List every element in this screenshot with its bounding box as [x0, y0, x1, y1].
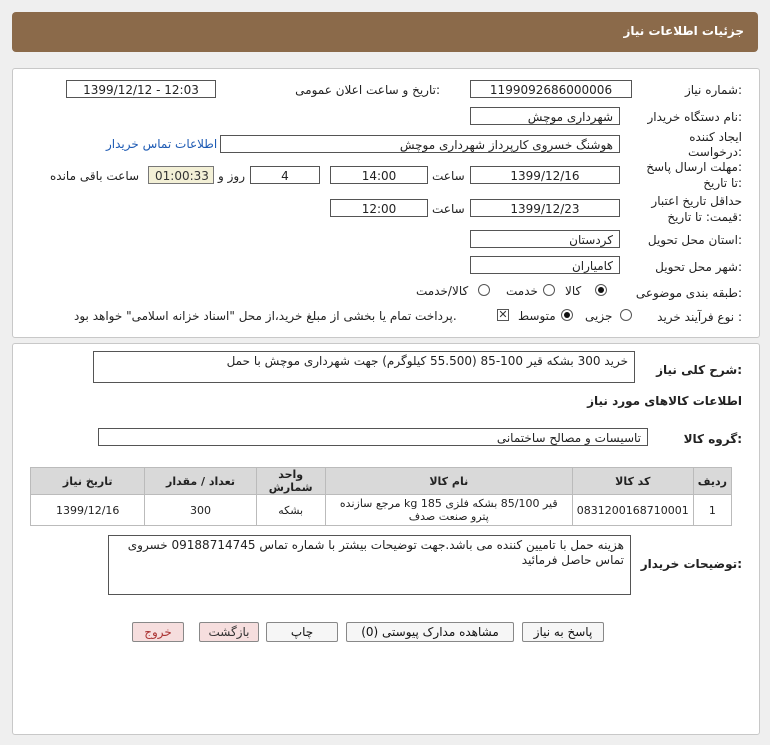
row-qty: 300	[145, 495, 256, 526]
purchase-medium-label: متوسط	[518, 309, 556, 323]
row-code: 0831200168710001	[572, 495, 693, 526]
validity-time: 12:00	[330, 199, 428, 217]
row-index: 1	[693, 495, 731, 526]
city-value: کامیاران	[470, 256, 620, 274]
deadline-label-line2: تا تاریخ:	[703, 176, 742, 190]
need-number-label: شماره نیاز:	[684, 83, 742, 97]
buyer-org-label: نام دستگاه خریدار:	[647, 110, 742, 124]
goods-group-label: گروه کالا:	[683, 432, 742, 446]
province-value: کردستان	[470, 230, 620, 248]
col-unit: واحد شمارش	[256, 468, 325, 495]
goods-section-title: اطلاعات کالاهای مورد نیاز	[587, 394, 742, 408]
requester-value: هوشنگ خسروی کارپرداز شهرداری موچش	[220, 135, 620, 153]
back-button[interactable]: بازگشت	[199, 622, 259, 642]
deadline-days: 4	[250, 166, 320, 184]
col-date: تاریخ نیاز	[31, 468, 145, 495]
purchase-minor-radio[interactable]	[620, 309, 632, 321]
description-label: شرح کلی نیاز:	[656, 363, 742, 377]
need-number-value: 1199092686000006	[470, 80, 632, 98]
goods-group-value: تاسیسات و مصالح ساختمانی	[98, 428, 648, 446]
window-title-bar	[12, 12, 758, 52]
treasury-payment-checkbox[interactable]: ✕	[498, 308, 508, 321]
purchase-medium-radio[interactable]	[561, 309, 573, 321]
purchase-minor-label: جزیی	[585, 309, 613, 323]
category-label: طبقه بندی موضوعی:	[635, 286, 742, 300]
validity-time-label: ساعت	[432, 202, 465, 216]
buyer-org-value: شهرداری موچش	[470, 107, 620, 125]
table-row	[31, 495, 732, 526]
goods-table-header	[31, 468, 732, 495]
col-name: نام کالا	[325, 468, 572, 495]
category-goods-label: کالا	[565, 284, 582, 298]
buyer-contact-link[interactable]: اطلاعات تماس خریدار	[106, 137, 218, 151]
category-both-radio[interactable]	[478, 284, 490, 296]
province-label: استان محل تحویل:	[647, 233, 742, 247]
goods-table	[30, 467, 732, 526]
category-service-label: خدمت	[506, 284, 538, 298]
deadline-date: 1399/12/16	[470, 166, 620, 184]
validity-label-line1: حداقل تاریخ اعتبار	[651, 194, 742, 208]
row-date: 1399/12/16	[31, 495, 145, 526]
col-qty: تعداد / مقدار	[145, 468, 256, 495]
deadline-label-line1: مهلت ارسال پاسخ:	[646, 160, 742, 174]
window-title: جزئیات اطلاعات نیاز	[623, 24, 744, 38]
validity-date: 1399/12/23	[470, 199, 620, 217]
deadline-time-label: ساعت	[432, 169, 465, 183]
remaining-timer: 01:00:33	[148, 166, 214, 184]
reply-button[interactable]: پاسخ به نیاز	[522, 622, 604, 642]
row-unit: بشکه	[256, 495, 325, 526]
exit-button[interactable]: خروج	[132, 622, 184, 642]
announce-label: تاریخ و ساعت اعلان عمومی:	[295, 83, 440, 97]
deadline-days-label: روز و	[218, 169, 245, 183]
announce-value: 1399/12/12 - 12:03	[66, 80, 216, 98]
deadline-time: 14:00	[330, 166, 428, 184]
print-button[interactable]: چاپ	[266, 622, 338, 642]
col-code: کد کالا	[572, 468, 693, 495]
category-goods-radio[interactable]	[595, 284, 607, 296]
buyer-notes-value: هزینه حمل با تامیین کننده می باشد.جهت توضیحات بیشتر با شماره تماس 09188714745 خسروی تماس حاصل فرمائید	[108, 535, 631, 595]
buyer-notes-label: توضیحات خریدار:	[640, 557, 742, 571]
col-index: ردیف	[693, 468, 731, 495]
remaining-label: ساعت باقی مانده	[50, 169, 140, 183]
city-label: شهر محل تحویل:	[655, 260, 742, 274]
treasury-payment-note: پرداخت تمام یا بخشی از مبلغ خرید،از محل "اسناد خزانه اسلامی" خواهد بود.	[74, 309, 457, 323]
category-service-radio[interactable]	[543, 284, 555, 296]
description-value: خرید 300 بشکه قیر 100-85 (55.500 کیلوگرم) جهت شهرداری موچش با حمل	[93, 351, 635, 383]
requester-label-line1: ایجاد کننده	[689, 130, 742, 144]
requester-label-line2: درخواست:	[688, 145, 742, 159]
row-name: قیر 85/100 بشکه فلزی kg 185 مرجع سازنده پترو صنعت صدف	[325, 495, 572, 526]
attachments-button[interactable]: مشاهده مدارک پیوستی (0)	[346, 622, 514, 642]
validity-label-line2: قیمت: تا تاریخ:	[667, 210, 742, 224]
category-both-label: کالا/خدمت	[416, 284, 469, 298]
purchase-type-label: نوع فرآیند خرید :	[657, 310, 742, 324]
